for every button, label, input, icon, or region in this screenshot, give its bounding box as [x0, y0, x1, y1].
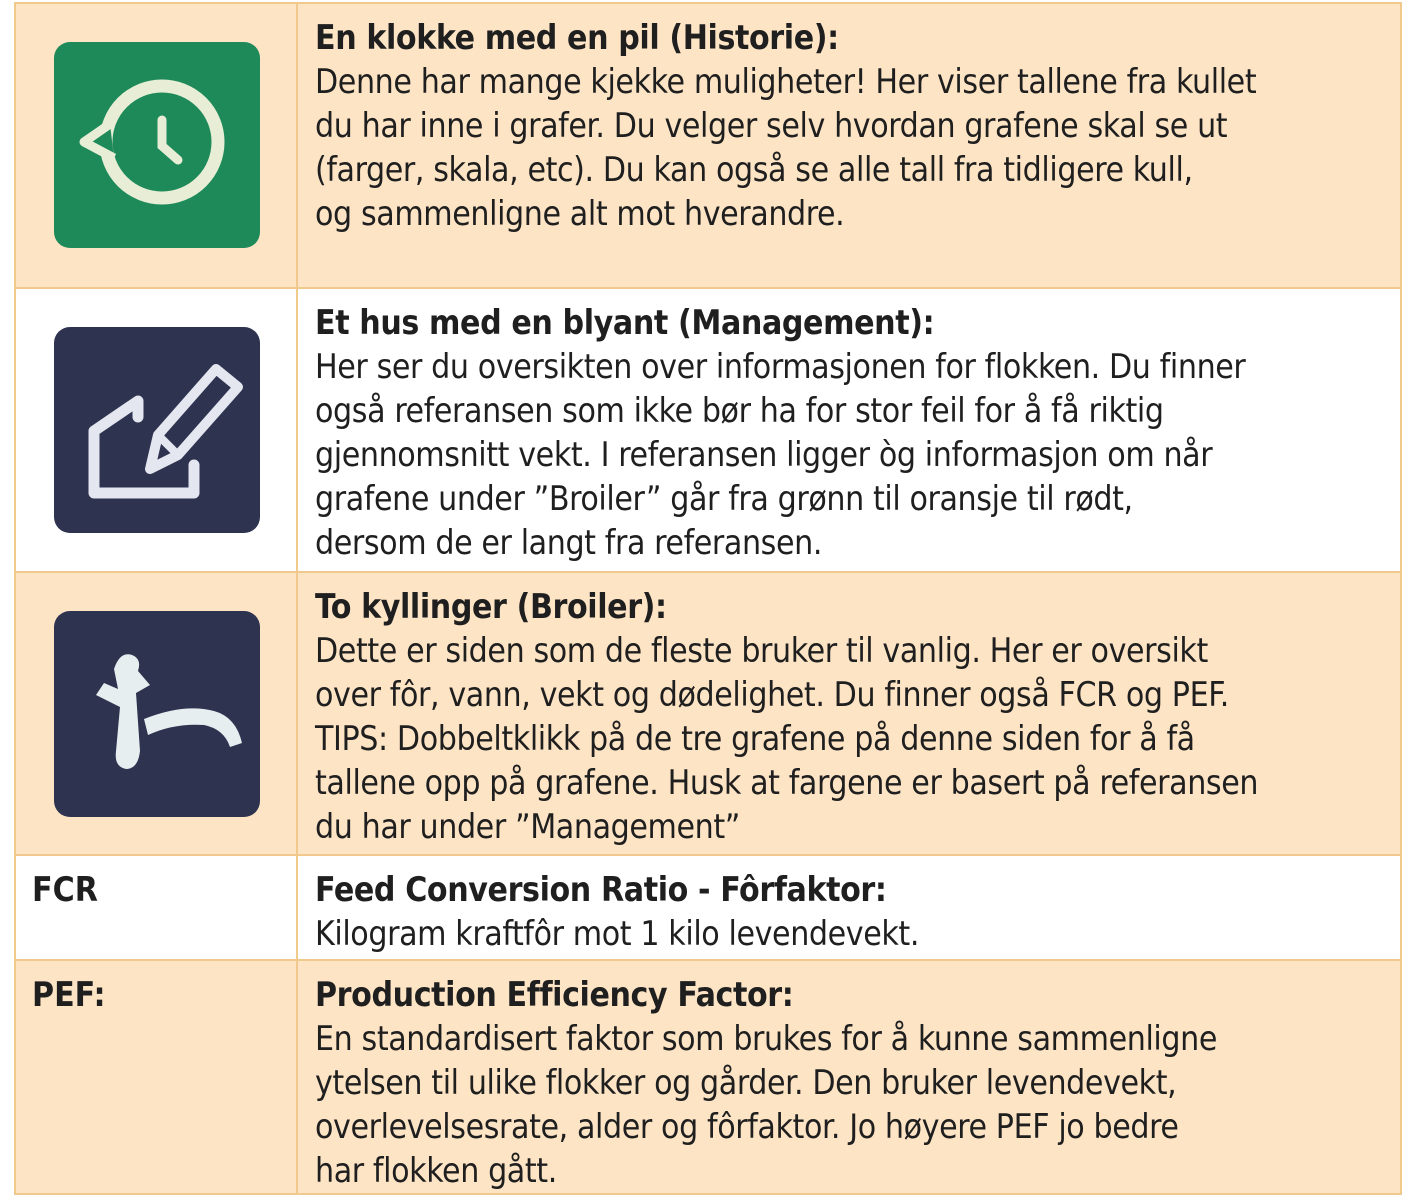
abbreviation-cell [16, 961, 298, 1193]
term-description: Denne har mange kjekke muligheter! Her viser tallene fra kullet du har inne i grafer. Du velger selv hvordan grafene skal se ut (farger, skala, etc). Du kan også se alle tall fra tidligere kull, og sammenligne alt mot hverandre. [315, 62, 1257, 233]
term-description: Dette er siden som de fleste bruker til vanlig. Her er oversikt over fôr, vann, vekt og dødelighet. Du finner også FCR og PEF. TIPS: Dobbeltklikk på de tre grafene på denne siden for å få tallene opp på grafene. Husk at fargene er basert på referansen du har under ”Management” [315, 631, 1259, 846]
term-heading: To kyllinger (Broiler): [315, 587, 667, 626]
glossary-row-fcr [16, 854, 1400, 959]
glossary-row-broiler [16, 571, 1400, 854]
term-heading: Feed Conversion Ratio - Fôrfaktor: [315, 870, 887, 909]
glossary-row-historie [16, 4, 1400, 287]
term-description: Kilogram kraftfôr mot 1 kilo levendevekt. [315, 914, 920, 953]
term-heading: Production Efficiency Factor: [315, 975, 794, 1014]
term-description: En standardisert faktor som brukes for å kunne sammenligne ytelsen til ulike flokker og gårder. Den bruker levendevekt, overlevelsesrate, alder og fôrfaktor. Jo høyere PEF jo bedre har flokken gått. [315, 1019, 1217, 1190]
icon-cell [16, 289, 298, 571]
term-heading: En klokke med en pil (Historie): [315, 18, 839, 57]
definition-cell [298, 573, 1400, 854]
clock-with-arrow-icon [54, 42, 260, 248]
house-with-pencil-icon [54, 327, 260, 533]
glossary-row-pef [16, 959, 1400, 1193]
definition-cell [298, 4, 1400, 287]
glossary-table [14, 2, 1402, 1195]
definition-cell [298, 289, 1400, 571]
glossary-row-management [16, 287, 1400, 571]
definition-cell [298, 856, 1400, 959]
icon-cell [16, 4, 298, 287]
two-chickens-icon [54, 611, 260, 817]
abbreviation-label: FCR [32, 870, 98, 909]
icon-cell [16, 573, 298, 854]
term-description: Her ser du oversikten over informasjonen for flokken. Du finner også referansen som ikke bør ha for stor feil for å få riktig gjennomsnitt vekt. I referansen ligger òg informasjon om når grafene under ”Broiler” går fra grønn til oransje til rødt, dersom de er langt fra referansen. [315, 347, 1246, 562]
definition-cell [298, 961, 1400, 1193]
term-heading: Et hus med en blyant (Management): [315, 303, 935, 342]
abbreviation-cell [16, 856, 298, 959]
abbreviation-label: PEF: [32, 975, 106, 1014]
